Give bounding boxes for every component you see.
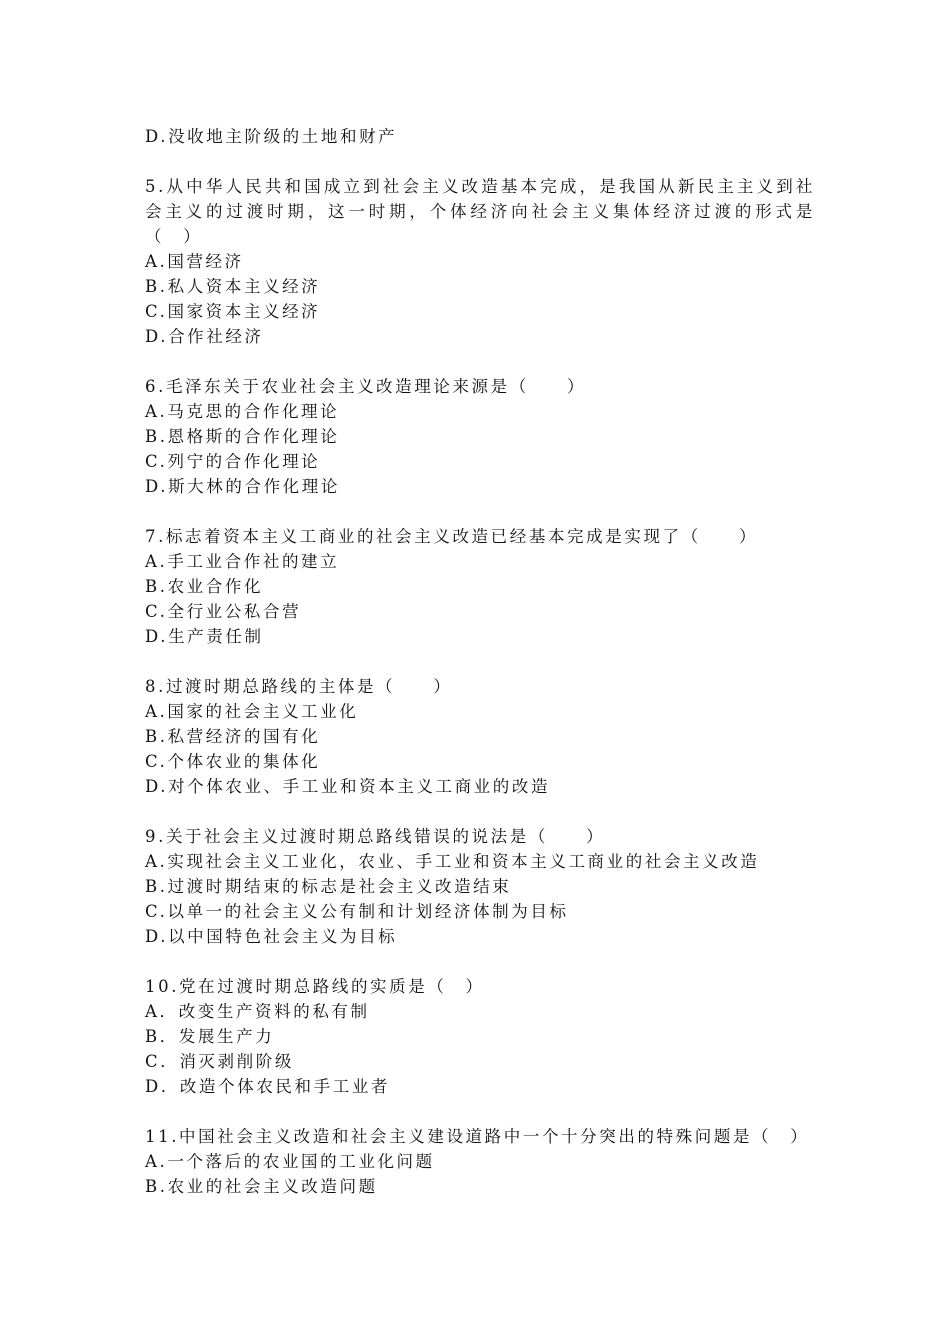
answer-option: A.国家的社会主义工业化 [145, 702, 359, 721]
answer-option: D.没收地主阶级的土地和财产 [145, 127, 398, 146]
answer-option: C.以单一的社会主义公有制和计划经济体制为目标 [145, 902, 569, 921]
answer-option: D.合作社经济 [145, 327, 264, 346]
answer-option: A.马克思的合作化理论 [145, 402, 340, 421]
paragraph-gap [145, 349, 815, 374]
question-text: 7.标志着资本主义工商业的社会主义改造已经基本完成是实现了（ ） [145, 527, 759, 546]
answer-option: C．消灭剥削阶级 [145, 1052, 294, 1071]
answer-option: C.全行业公私合营 [145, 602, 302, 621]
answer-option: A.国营经济 [145, 252, 244, 271]
answer-option: A.实现社会主义工业化，农业、手工业和资本主义工商业的社会主义改造 [145, 852, 760, 871]
question-text: 8.过渡时期总路线的主体是（ ） [145, 677, 453, 696]
paragraph-gap [145, 499, 815, 524]
answer-option: B.私营经济的国有化 [145, 727, 321, 746]
paragraph-gap [145, 649, 815, 674]
answer-option: A．改变生产资料的私有制 [145, 1002, 370, 1021]
answer-option: C.个体农业的集体化 [145, 752, 321, 771]
answer-option: B.私人资本主义经济 [145, 277, 321, 296]
question-text: 6.毛泽东关于农业社会主义改造理论来源是（ ） [145, 377, 587, 396]
answer-option: B.农业合作化 [145, 577, 264, 596]
answer-option: B.过渡时期结束的标志是社会主义改造结束 [145, 877, 512, 896]
paragraph-gap [145, 949, 815, 974]
paragraph-gap [145, 799, 815, 824]
question-text: 9.关于社会主义过渡时期总路线错误的说法是（ ） [145, 827, 606, 846]
answer-option: B.恩格斯的合作化理论 [145, 427, 340, 446]
answer-option: B.农业的社会主义改造问题 [145, 1177, 378, 1196]
answer-option: A.一个落后的农业国的工业化问题 [145, 1152, 435, 1171]
paragraph-gap [145, 149, 815, 174]
answer-option: D.对个体农业、手工业和资本主义工商业的改造 [145, 777, 551, 796]
answer-option: A.手工业合作社的建立 [145, 552, 340, 571]
answer-option: D.生产责任制 [145, 627, 264, 646]
answer-option: D.斯大林的合作化理论 [145, 477, 340, 496]
paragraph-gap [145, 1099, 815, 1124]
answer-option: D．改造个体农民和手工业者 [145, 1077, 391, 1096]
question-text: 10.党在过渡时期总路线的实质是（ ） [145, 977, 485, 996]
document-page [145, 124, 815, 1199]
answer-option: C.国家资本主义经济 [145, 302, 321, 321]
answer-option: B．发展生产力 [145, 1027, 275, 1046]
question-text: 5.从中华人民共和国成立到社会主义改造基本完成，是我国从新民主主义到社会主义的过渡时期，这一时期，个体经济向社会主义集体经济过渡的形式是（ ） [145, 177, 815, 246]
question-text: 11.中国社会主义改造和社会主义建设道路中一个十分突出的特殊问题是（ ） [145, 1127, 810, 1146]
answer-option: C.列宁的合作化理论 [145, 452, 321, 471]
answer-option: D.以中国特色社会主义为目标 [145, 927, 398, 946]
